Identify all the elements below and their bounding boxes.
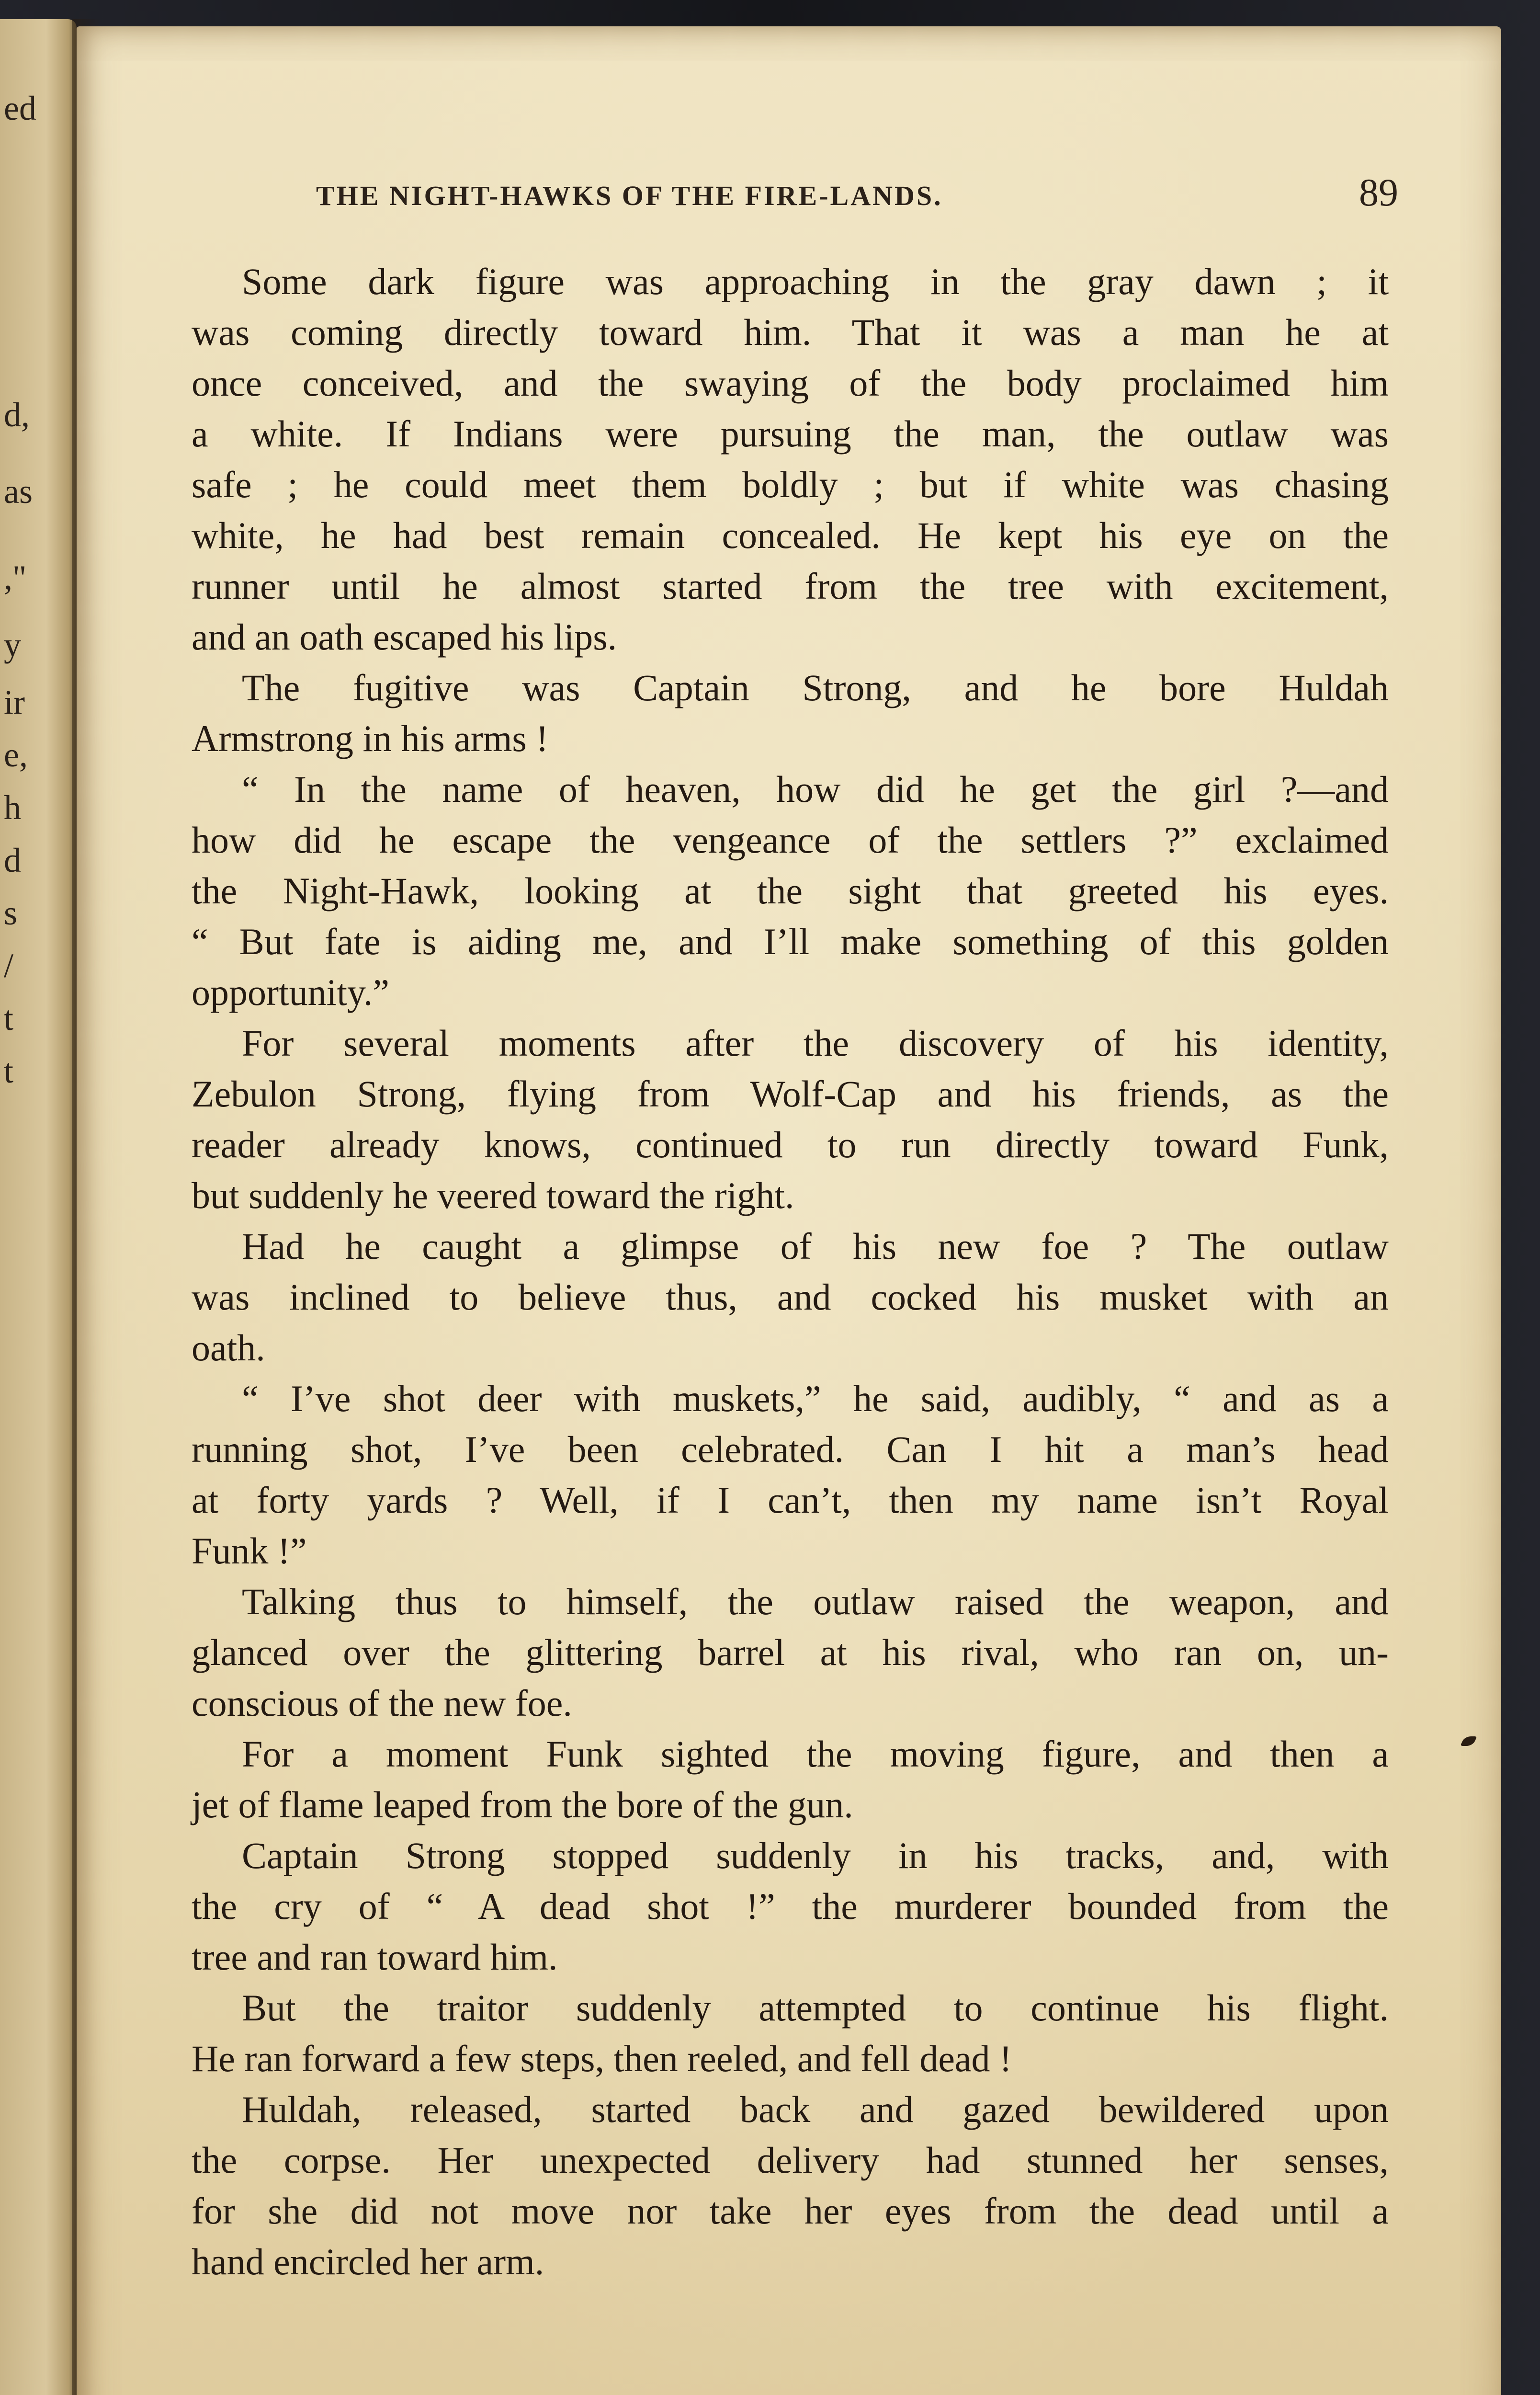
- previous-page-fragment: y: [4, 626, 21, 664]
- text-line: Captain Strong stopped suddenly in his tracks, and, with: [242, 1835, 1389, 1876]
- text-line: a white. If Indians were pursuing the man, the outlaw was: [192, 413, 1389, 455]
- text-line: For several moments after the discovery of his identity,: [242, 1022, 1389, 1064]
- text-line: Zebulon Strong, flying from Wolf-Cap and his friends, as the: [192, 1073, 1389, 1115]
- previous-page-fragment: s: [4, 894, 18, 932]
- text-line: hand encircled her arm.: [192, 2241, 544, 2282]
- text-line: oath.: [192, 1327, 265, 1369]
- text-line: safe ; he could meet them boldly ; but if white was chasing: [192, 464, 1389, 505]
- text-line: Huldah, released, started back and gazed bewildered upon: [242, 2088, 1389, 2130]
- previous-page-fragment: h: [4, 788, 21, 827]
- text-line: Had he caught a glimpse of his new foe ? The outlaw: [242, 1225, 1389, 1267]
- previous-page-fragment: as: [4, 472, 33, 511]
- text-line: The fugitive was Captain Strong, and he bore Huldah: [242, 667, 1389, 708]
- running-head: [316, 170, 1398, 213]
- text-line: at forty yards ? Well, if I can’t, then my name isn’t Royal: [192, 1479, 1389, 1521]
- text-line: For a moment Funk sighted the moving figure, and then a: [242, 1733, 1389, 1775]
- text-line: Some dark figure was approaching in the gray dawn ; it: [242, 261, 1389, 302]
- text-line: Armstrong in his arms !: [192, 718, 549, 759]
- text-line: for she did not move nor take her eyes from the dead until a: [192, 2190, 1389, 2232]
- previous-page-fragment: d: [4, 841, 21, 879]
- previous-page-fragment: t: [4, 1052, 14, 1090]
- text-line: how did he escape the vengeance of the settlers ?” exclaimed: [192, 819, 1389, 861]
- text-line: running shot, I’ve been celebrated. Can I hit a man’s head: [192, 1428, 1389, 1470]
- previous-page-fragment: ed: [4, 89, 36, 127]
- text-line: the cry of “ A dead shot !” the murderer bounded from the: [192, 1885, 1389, 1927]
- text-line: glanced over the glittering barrel at his rival, who ran on, un-: [192, 1631, 1389, 1673]
- previous-page-fragment: t: [4, 999, 14, 1038]
- text-line: But the traitor suddenly attempted to continue his flight.: [242, 1987, 1389, 2029]
- text-line: opportunity.”: [192, 971, 390, 1013]
- text-line: Talking thus to himself, the outlaw raised the weapon, and: [242, 1581, 1389, 1622]
- text-line: but suddenly he veered toward the right.: [192, 1175, 794, 1216]
- previous-page-fragment: e,: [4, 736, 28, 774]
- previous-page-fragment: ,": [4, 559, 27, 597]
- ink-mark: [1460, 1736, 1477, 1746]
- text-line: was inclined to believe thus, and cocked his musket with an: [192, 1276, 1389, 1318]
- text-line: the Night-Hawk, looking at the sight that greeted his eyes.: [192, 870, 1389, 912]
- previous-page-fragment: d,: [4, 396, 30, 434]
- body-text: [192, 256, 1389, 2287]
- text-line: and an oath escaped his lips.: [192, 616, 617, 658]
- text-line: runner until he almost started from the tree with excitement,: [192, 565, 1389, 607]
- book-page: [77, 26, 1501, 2395]
- text-line: jet of flame leaped from the bore of the gun.: [192, 1784, 853, 1825]
- text-line: the corpse. Her unexpected delivery had stunned her senses,: [192, 2139, 1389, 2181]
- text-line: Funk !”: [192, 1530, 307, 1572]
- text-line: “ In the name of heaven, how did he get the girl ?—and: [242, 768, 1389, 810]
- page-number: 89: [1359, 171, 1398, 214]
- text-line: once conceived, and the swaying of the body proclaimed him: [192, 362, 1389, 404]
- text-line: “ I’ve shot deer with muskets,” he said, audibly, “ and as a: [242, 1378, 1389, 1419]
- text-line: He ran forward a few steps, then reeled, and fell dead !: [192, 2038, 1012, 2079]
- text-line: white, he had best remain concealed. He kept his eye on the: [192, 514, 1389, 556]
- text-line: “ But fate is aiding me, and I’ll make something of this golden: [192, 921, 1389, 962]
- text-line: conscious of the new foe.: [192, 1682, 572, 1724]
- text-line: was coming directly toward him. That it was a man he at: [192, 311, 1389, 353]
- running-title: THE NIGHT-HAWKS OF THE FIRE-LANDS.: [316, 180, 943, 211]
- previous-page-edge: [0, 19, 77, 2395]
- text-line: reader already knows, continued to run directly toward Funk,: [192, 1124, 1389, 1165]
- text-line: tree and ran toward him.: [192, 1936, 558, 1978]
- previous-page-fragment: /: [4, 947, 14, 985]
- previous-page-fragment: ir: [4, 683, 25, 721]
